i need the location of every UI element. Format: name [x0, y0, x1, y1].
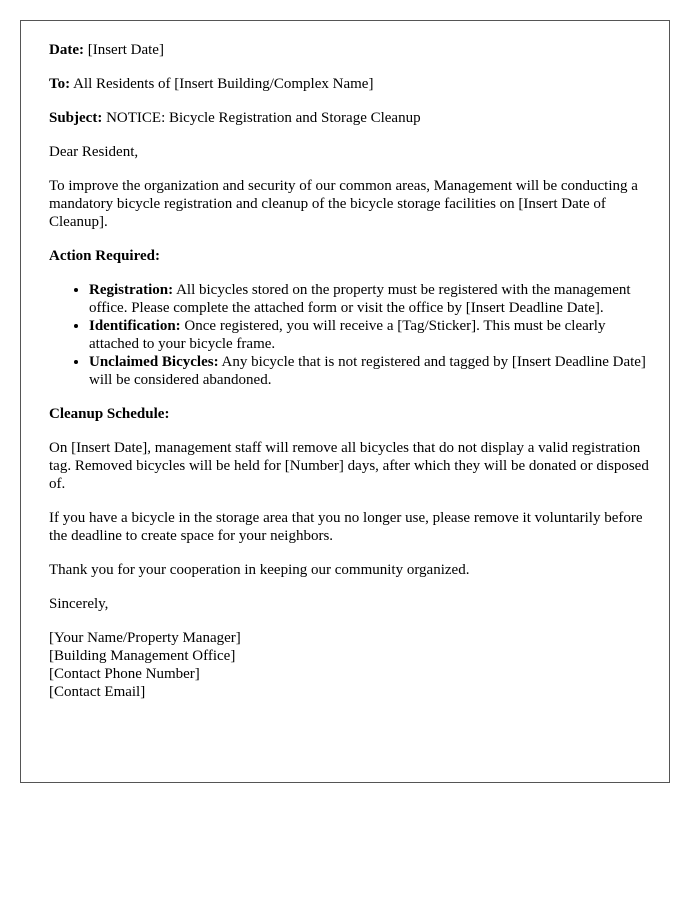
- action-text-registration: All bicycles stored on the property must be registered with the management office. Please complete the attached form or visit the office by [Insert Deadline Date].: [89, 282, 631, 316]
- date-line: [49, 41, 649, 59]
- subject-label: Subject:: [49, 110, 103, 126]
- signature-name: [Your Name/Property Manager]: [49, 630, 241, 646]
- cleanup-schedule-heading: Cleanup Schedule:: [49, 406, 170, 422]
- signature-block: [49, 629, 649, 701]
- signature-phone: [Contact Phone Number]: [49, 666, 200, 682]
- schedule-paragraph: On [Insert Date], management staff will remove all bicycles that do not display a valid registration tag. Removed bicycles will be held for [Number] days, after which they will be donated or disposed of.: [49, 440, 649, 492]
- action-label-registration: Registration:: [89, 282, 174, 298]
- list-item: [89, 317, 649, 353]
- action-required-heading: Action Required:: [49, 248, 160, 264]
- notice-letter: [20, 20, 670, 783]
- action-label-identification: Identification:: [89, 318, 181, 334]
- action-list: [49, 281, 649, 389]
- list-item: [89, 353, 649, 389]
- subject-value: NOTICE: Bicycle Registration and Storage Cleanup: [106, 110, 421, 126]
- to-line: [49, 75, 649, 93]
- date-label: Date:: [49, 42, 84, 58]
- salutation: Dear Resident,: [49, 144, 139, 160]
- closing: Sincerely,: [49, 596, 109, 612]
- date-value: [Insert Date]: [87, 42, 164, 58]
- subject-line: [49, 109, 649, 127]
- voluntary-paragraph: If you have a bicycle in the storage area that you no longer use, please remove it voluntarily before the deadline to create space for your neighbors.: [49, 510, 643, 544]
- action-text-identification: Once registered, you will receive a [Tag/Sticker]. This must be clearly attached to your bicycle frame.: [89, 318, 606, 352]
- intro-paragraph: To improve the organization and security of our common areas, Management will be conducting a mandatory bicycle registration and cleanup of the bicycle storage facilities on [Insert Date of Cleanup].: [49, 178, 638, 230]
- action-label-unclaimed: Unclaimed Bicycles:: [89, 354, 219, 370]
- to-value: All Residents of [Insert Building/Complex Name]: [73, 76, 374, 92]
- signature-office: [Building Management Office]: [49, 648, 236, 664]
- signature-email: [Contact Email]: [49, 684, 146, 700]
- action-text-unclaimed: Any bicycle that is not registered and tagged by [Insert Deadline Date] will be considered abandoned.: [89, 354, 646, 388]
- thanks-paragraph: Thank you for your cooperation in keeping our community organized.: [49, 562, 470, 578]
- to-label: To:: [49, 76, 71, 92]
- list-item: [89, 281, 649, 317]
